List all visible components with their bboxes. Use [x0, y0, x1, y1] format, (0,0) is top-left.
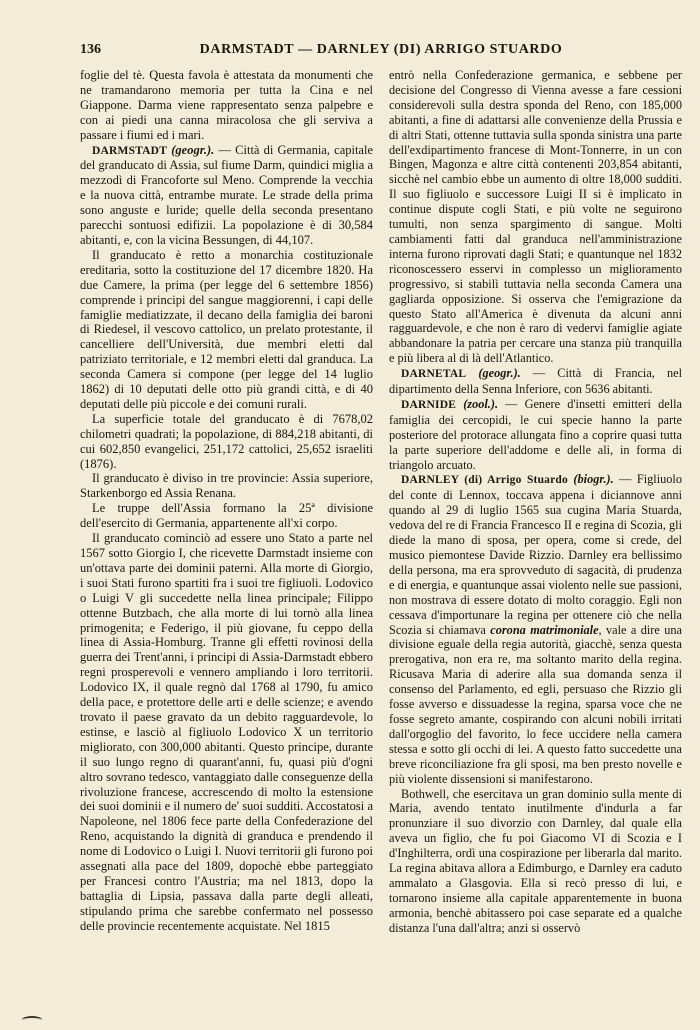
paragraph: foglie del tè. Questa favola è attestata da monumenti che ne tramandarono memoria per tutta la Cina e nel Giappone. Darma viene rappresentato senza palpebre e con ai piedi una canna miracolosa che gli serviva a passare i fiumi ed i mari.: [80, 68, 373, 142]
headword: DARNETAL: [401, 368, 467, 381]
entry-darnley: [389, 472, 682, 786]
page-number: 136: [80, 42, 101, 57]
paragraph: Le truppe dell'Assia formano la 25ª divisione dell'esercito di Germania, appartenente all'xi corpo.: [80, 501, 373, 531]
entry-darnetal: [389, 366, 682, 397]
headword: DARMSTADT: [92, 144, 168, 157]
paragraph: Il granducato è diviso in tre provincie: Assia superiore, Starkenborgo ed Assia Renana.: [80, 471, 373, 501]
entry-text: — Città di Francia, nel dipartimento della Senna Inferiore, con 5636 abitanti.: [389, 366, 682, 397]
entry-text: — Genere d'insetti emitteri della famiglia dei cercopidi, le cui specie hanno la parte posteriore del protorace allungata fino a coprire quasi tutta la parte superiore dell'addome e delle ali, in forma di triangolo arcuato.: [389, 396, 682, 472]
entry-text: — Figliuolo del conte di Lennox, toccava appena i diciannove anni quando al 29 di luglio 1565 sua cugina Maria Stuarda, vedova del re di Francia Francesco II e regina di Scozia, gli diede la mano di sposa, per opera, come si crede, del musico piemontese Davide Rizzio. Darnley era bellissimo della persona, ma era sprovveduto di sagacità, di prudenza e di energia, e quantunque assai violento nelle sue passioni, non mostrava di essere dotato di molto coraggio. Egli non cessava d'importunare la regina per ottenere ciò che nella Scozia si chiamava: [389, 472, 682, 637]
paragraph: La superficie totale del granducato è di 7678,02 chilometri quadrati; la popolazione, di 884,218 abitanti, di cui 602,850 evangelici, 251,172 cattolici, 25,652 israeliti (1876).: [80, 411, 373, 471]
entry-text: — Città di Germania, capitale del granducato di Assia, sul fiume Darm, quindici miglia a mezzodì di Francoforte sul Meno. Comprende la vecchia e la nuova città, entrambe murate. Le strade della prima sono anguste e luride; quelle della seconda presentano parecchi sontuosi edifizii. La popolazione è di 30,584 abitanti, e, con la vicina Bessungen, di 44,107.: [80, 142, 374, 247]
margin-mark: [22, 1016, 42, 1024]
right-column: [389, 68, 682, 936]
entry-text: , vale a dire una divisione eguale della regia autorità, giacchè, senza questa prerogativa, non era re, ma soltanto marito della regina. Ricusava Maria di aderire alla sua domanda senza il consenso del Parlamento, ed egli, persuaso che Rizzio gli fosse avverso e dissuadesse la regina, sparsa voce che ne fosse segreto amante, cospirando con alcuni nobili irritati dall'orgoglio del favorito, lo fece uccidere nella camera stessa e sotto gli occhi di lei. A questo fatto succedette una breve riconciliazione fra gli sposi, ma ben presto novelle e più violente dissensioni si manifestarono.: [389, 622, 682, 786]
entry-darmstadt: [80, 143, 373, 248]
paragraph: entrò nella Confederazione germanica, e sebbene per decisione del Congresso di Vienna avesse a fare cessioni considerevoli sulla destra sponda del Reno, con 185,000 abitanti, a fine di adattarsi alle convenienze della Prussia e di altri Stati, ottenne tuttavia sulla sponda sinistra una parte dell'exdipartimento francese di Mont-Tonnerre, in un con Bingen, Magonza e altre città contenenti 203,854 abitanti, sicchè nel cambio ebbe un aumento di oltre 18,000 sudditi. Il suo figliuolo e successore Luigi II si è implicato in continue dispute cogli Stati, e più volte ne seguirono tumulti, non senza spargimento di sangue. Molti cambiamenti fatti dal granduca nell'amministrazione interna furono riprovati dagli Stati; e quantunque nel 1832 riconoscessero esservi in complesso un miglioramento progressivo, si stabilì tuttavia nella seconda Camera una gagliarda opposizione. Si osserva che l'emigrazione da questo Stato all'America è divenuta da alcuni anni ragguardevole, e che non è raro di vedervi famiglie agiate abbandonare la patria per cercare una stanza più tranquilla e più libera al di là dell'Atlantico.: [389, 68, 682, 366]
paragraph: Il granducato cominciò ad essere uno Stato a parte nel 1567 sotto Giorgio I, che ricevette Darmstadt insieme con un'ottava parte dei dominii paterni. Alla morte di Giorgio, i suoi Stati furono spartiti fra i suoi tre figliuoli. Lodovico o Luigi V gli succedette nella linea principale; Filippo ottenne Butzbach, che alla morte di lui tornò alla linea primogenita; e Federigo, il più giovane, fu ceppo della linea di Assia-Homburg. Tranne gli effetti rovinosi della guerra dei Trent'anni, i principi di Assia-Darmstadt ebbero regni prosperevoli e vennero ampliando i loro territorii. Lodovico IX, il quale regnò dal 1768 al 1790, fu amico della pace, e protettore delle arti e delle scienze; e avendo trovato il paese gravato da un debito ragguardevole, lo estinse, e lasciò al figliuolo Lodovico X un territorio migliorato, con 300,000 abitanti. Questo principe, durante il suo lungo regno di quarant'anni, fu, quasi più d'ogni altro sovrano tedesco, vantaggiato dalle conseguenze della rivoluzione francese, accrescendo di molto la estensione dei suoi dominii e il numero de' suoi sudditi. Accostatosi a Napoleone, nel 1806 fece parte della Confederazione del Reno, acquistando la dignità di granduca e prendendo il nome di Lodovico o Luigi I. Nuovi territorii gli furono poi assegnati alla pace del 1809, dopochè ebbe parteggiato per Francesi contro l'Austria; ma nel 1813, dopo la battaglia di Lipsia, passava dalla parte degli alleati, stipulando prima che sarebbe confermato nel possesso delle provincie recentemente acquistate. Nel 1815: [80, 531, 373, 933]
entry-tag: (biogr.).: [573, 472, 614, 487]
page-header: [80, 40, 682, 62]
headword: DARNLEY (di) Arrigo Stuardo: [401, 474, 568, 487]
paragraph: Bothwell, che esercitava un gran dominio sulla mente di Maria, avendo tentato inutilmente d'indurla a far pronunziare il suo divorzio con Darnley, dal quale ella aveva un figlio, che fu poi Giacomo VI di Scozia e I d'Inghilterra, ordì una cospirazione per liberarla dal marito. La regina abitava allora a Edimburgo, e Darnley era caduto ammalato a Glasgovia. Ella si recò presso di lui, e tornarono insieme alla capitale apparentemente in buona armonia, benchè abitassero poi case separate ed a qualche distanza l'una dall'altra; anzi si osservò: [389, 786, 682, 935]
entry-tag: (geogr.).: [171, 142, 215, 157]
entry-tag: (zool.).: [463, 396, 499, 411]
entry-darnide: [389, 397, 682, 473]
running-head: DARMSTADT — DARNLEY (DI) ARRIGO STUARDO: [199, 42, 563, 57]
headword: DARNIDE: [401, 398, 457, 411]
entry-tag: (geogr.).: [478, 366, 521, 381]
paragraph: Il granducato è retto a monarchia costituzionale ereditaria, sotto la costituzione del 17 dicembre 1820. Ha due Camere, la prima (per legge del 6 settembre 1856) comprende i principi del sangue maggiorenni, i capi delle famiglie mediatizzate, il decano della famiglia dei baroni di Riedesel, il vescovo cattolico, un prelato protestante, il cancelliere dell'Università, due membri eletti dal patriziato territoriale, e 12 membri eletti dal granduca. La seconda Camera si compone (per legge del 14 luglio 1862) di 10 deputati delle otto più grandi città, e di 40 deputati delle più piccole e dei comuni rurali.: [80, 247, 373, 411]
emphasis-term: corona matrimoniale: [490, 622, 599, 637]
left-column: [80, 68, 373, 936]
text-columns: [80, 68, 682, 936]
